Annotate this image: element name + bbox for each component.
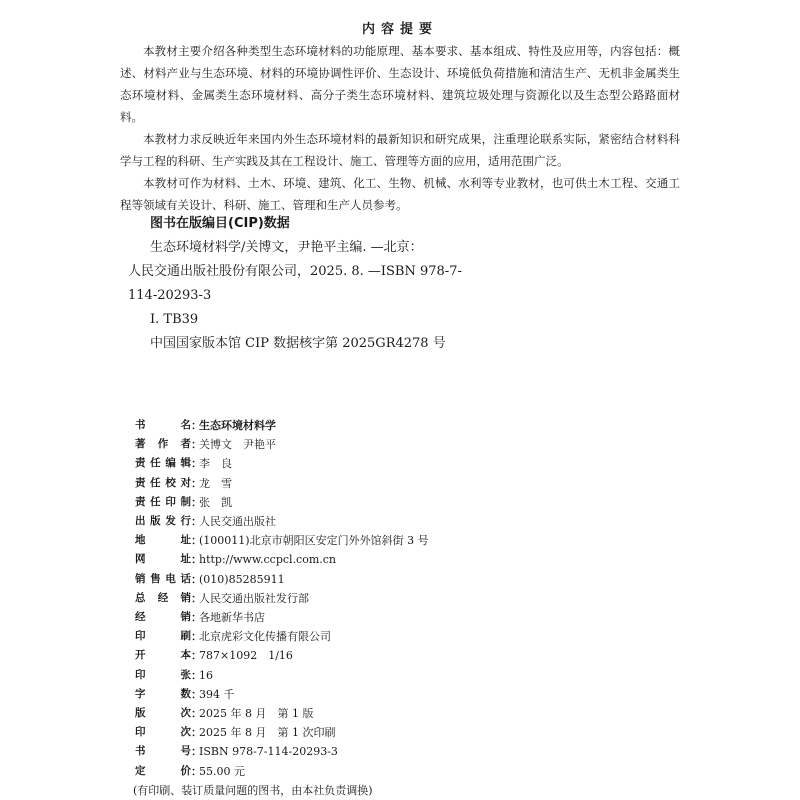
imprint-colon: ： <box>191 495 202 509</box>
imprint-label: 印 张 <box>135 668 191 681</box>
imprint-row <box>135 762 695 781</box>
summary-title: 内容提要 <box>361 22 438 37</box>
cip-title: 图书在版编目(CIP)数据 <box>150 216 290 231</box>
imprint-colon: ： <box>191 515 202 529</box>
imprint-colon: ： <box>191 707 202 721</box>
imprint-label: 总 经 销 <box>135 591 191 604</box>
summary-paragraph-2: 本教材力求反映近年来国内外生态环境材料的最新知识和研究成果，注重理论联系实际，紧密结合材料科学与工程的科研、生产实践及其在工程设计、施工、管理等方面的应用，适用范围广泛。 <box>120 132 680 168</box>
cip-line-2: 人民交通出版社股份有限公司，2025. 8. —ISBN 978-7- <box>128 264 462 279</box>
imprint-row <box>135 550 695 569</box>
imprint-note: (有印刷、装订质量问题的图书，由本社负责调换) <box>133 783 373 797</box>
imprint-colon: ： <box>191 745 202 759</box>
imprint-colon: ： <box>191 630 202 644</box>
imprint-value: 16 <box>199 668 213 682</box>
cip-block <box>128 236 558 356</box>
cip-line-1: 生态环境材料学/关博文，尹艳平主编. —北京： <box>150 240 423 255</box>
imprint-value: 人民交通出版社 <box>199 515 276 529</box>
imprint-label: 书 号 <box>135 745 191 758</box>
imprint-row <box>135 435 695 454</box>
imprint-value: http://www.ccpcl.com.cn <box>199 553 337 567</box>
imprint-label: 著 作 者 <box>135 438 191 451</box>
imprint-label: 责 任 印 制 <box>135 495 191 508</box>
imprint-value: 人民交通出版社发行部 <box>199 591 309 605</box>
imprint-colon: ： <box>191 726 202 740</box>
imprint-colon: ： <box>191 764 202 778</box>
imprint-label: 出 版 发 行 <box>135 515 191 528</box>
imprint-row <box>135 589 695 608</box>
imprint-label: 开 本 <box>135 649 191 662</box>
imprint-value: 2025 年 8 月 第 1 版 <box>199 707 314 721</box>
cip-line-4: Ⅰ. TB39 <box>150 312 199 327</box>
imprint-colon: ： <box>191 611 202 625</box>
imprint-label: 印 刷 <box>135 630 191 643</box>
imprint-block <box>135 416 695 800</box>
imprint-row <box>135 512 695 531</box>
imprint-row <box>135 454 695 473</box>
imprint-colon: ： <box>191 572 202 586</box>
imprint-value: 李 良 <box>199 457 232 471</box>
imprint-row <box>135 723 695 742</box>
imprint-label: 定 价 <box>135 764 191 777</box>
imprint-colon: ： <box>191 591 202 605</box>
imprint-value: 55.00 元 <box>199 764 245 778</box>
imprint-row <box>135 570 695 589</box>
imprint-row <box>135 646 695 665</box>
imprint-row <box>135 742 695 761</box>
cip-line-3: 114-20293-3 <box>128 288 212 303</box>
imprint-value: 北京虎彩文化传播有限公司 <box>199 630 331 644</box>
imprint-label: 字 数 <box>135 687 191 700</box>
imprint-row <box>135 666 695 685</box>
imprint-colon: ： <box>191 476 202 490</box>
imprint-row <box>135 627 695 646</box>
imprint-label: 责 任 校 对 <box>135 476 191 489</box>
imprint-label: 经 销 <box>135 611 191 624</box>
imprint-value: 关博文 尹艳平 <box>199 438 276 452</box>
imprint-colon: ： <box>191 553 202 567</box>
imprint-value: 生态环境材料学 <box>199 419 276 432</box>
summary-paragraph-3: 本教材可作为材料、土木、环境、建筑、化工、生物、机械、水利等专业教材，也可供土木工程、交通工程等领域有关设计、科研、施工、管理和生产人员参考。 <box>120 176 680 212</box>
imprint-label: 版 次 <box>135 707 191 720</box>
imprint-value: (100011)北京市朝阳区安定门外外馆斜街 3 号 <box>199 534 429 548</box>
imprint-value: 各地新华书店 <box>199 611 265 625</box>
imprint-row <box>135 608 695 627</box>
imprint-colon: ： <box>191 649 202 663</box>
imprint-colon: ： <box>191 457 202 471</box>
imprint-label: 书 名 <box>135 419 191 431</box>
summary-paragraph-1: 本教材主要介绍各种类型生态环境材料的功能原理、基本要求、基本组成、特性及应用等，内容包括：概述、材料产业与生态环境、材料的环境协调性评价、生态设计、环境低负荷措施和清洁生产、无机非金属类生态环境材料、金属类生态环境材料、高分子类生态环境材料、建筑垃圾处理与资源化以及生态型公路路面材料。 <box>120 44 680 124</box>
imprint-colon: ： <box>191 438 202 452</box>
imprint-row <box>135 531 695 550</box>
imprint-label: 网 址 <box>135 553 191 566</box>
imprint-colon: ： <box>191 687 202 701</box>
imprint-rows <box>135 416 695 781</box>
imprint-value: (010)85285911 <box>199 572 285 586</box>
imprint-value: 787×1092 1/16 <box>199 649 293 663</box>
imprint-row <box>135 704 695 723</box>
imprint-value: 张 凯 <box>199 495 232 509</box>
imprint-colon: ： <box>191 668 202 682</box>
imprint-colon: ： <box>191 534 202 548</box>
imprint-colon: ： <box>191 419 202 432</box>
imprint-label: 地 址 <box>135 534 191 547</box>
imprint-value: ISBN 978-7-114-20293-3 <box>199 745 338 759</box>
cip-line-5: 中国国家版本馆 CIP 数据核字第 2025GR4278 号 <box>150 336 446 351</box>
imprint-row <box>135 474 695 493</box>
imprint-label: 销 售 电 话 <box>135 572 191 585</box>
summary-body <box>120 40 680 216</box>
imprint-label: 印 次 <box>135 726 191 739</box>
imprint-label: 责 任 编 辑 <box>135 457 191 470</box>
imprint-row <box>135 685 695 704</box>
imprint-row <box>135 493 695 512</box>
imprint-row <box>135 416 695 435</box>
imprint-value: 394 千 <box>199 687 235 701</box>
imprint-value: 2025 年 8 月 第 1 次印刷 <box>199 726 336 740</box>
imprint-value: 龙 雪 <box>199 476 232 490</box>
